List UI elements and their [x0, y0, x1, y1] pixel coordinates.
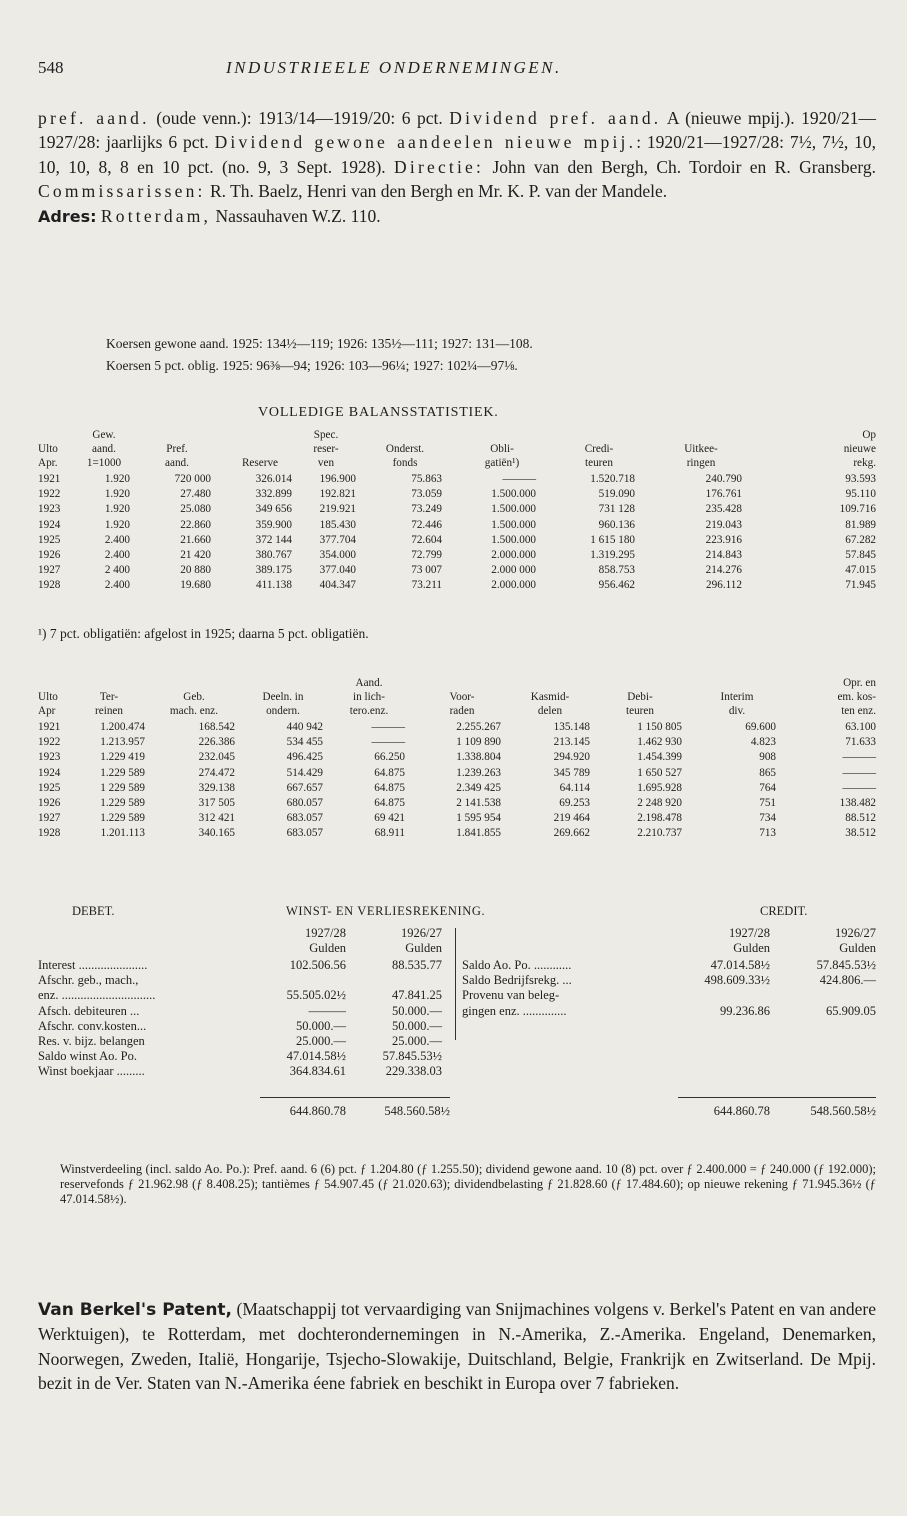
credit-item-label: Saldo Bedrijfsrekg. ...: [462, 973, 572, 988]
credit-total: 644.860.78: [713, 1104, 770, 1118]
table-cell: 57.845: [845, 549, 876, 561]
table-cell: 213.145: [553, 736, 590, 749]
column-header: Gew.: [92, 429, 116, 441]
column-header: mach. enz.: [169, 705, 219, 717]
table-cell: 1 229 589: [100, 781, 145, 794]
credit-year-col: 1927/28: [729, 926, 770, 940]
table-cell: 1.695.928: [637, 781, 682, 794]
debet-item-value: 50.000.—: [392, 1003, 442, 1018]
debet-item-label: Res. v. bijz. belangen: [38, 1034, 145, 1048]
debet-item-label: Afschr. conv.kosten...: [38, 1018, 147, 1033]
table-cell: 67.282: [845, 533, 876, 546]
table-cell: 317 505: [198, 797, 235, 809]
table-cell: 534 455: [286, 736, 323, 749]
commissarissen-text: R. Th. Baelz, Henri van den Bergh en Mr. K. P. van der Mandele.: [209, 181, 668, 202]
table-cell: 1.229 419: [100, 751, 145, 764]
adres-label: Adres:: [38, 206, 97, 226]
table-cell: 332.899: [255, 488, 292, 501]
column-header: tero.enz.: [349, 705, 389, 717]
debet-item-value: 47.014.58½: [286, 1049, 346, 1064]
table-cell: 274.472: [198, 766, 235, 779]
column-header: teuren: [585, 457, 613, 469]
column-header: gatiën¹): [484, 457, 520, 469]
debet-total: 548.560.58½: [384, 1104, 450, 1118]
table-cell: 1.462 930: [637, 736, 682, 749]
table-cell: 908: [759, 751, 776, 764]
table-cell: 2.000.000: [491, 549, 536, 561]
balans-footnote: ¹) 7 pct. obligatiën: afgelost in 1925; daarna 5 pct. obligatiën.: [38, 626, 369, 641]
column-header: Ulto: [38, 691, 58, 703]
table-cell: 667.657: [286, 781, 323, 794]
table-cell: 1 650 527: [637, 766, 682, 779]
table-cell: 63.100: [845, 721, 876, 733]
table-cell: 683.057: [286, 827, 323, 840]
table-cell: 1925: [38, 781, 61, 794]
table-cell: 1.520.718: [590, 473, 635, 485]
table-cell: 312 421: [198, 812, 235, 825]
column-header: Apr.: [38, 457, 58, 469]
table-cell: 2.349 425: [456, 781, 501, 794]
column-header: Voor-: [449, 691, 475, 703]
table-cell: 73.249: [411, 503, 442, 516]
debet-item-value: 50.000.—: [296, 1018, 346, 1033]
table-cell: 865: [759, 766, 776, 779]
table-cell: 219.043: [705, 518, 742, 531]
table-cell: 329.138: [198, 781, 235, 794]
column-header: Apr: [38, 705, 56, 717]
credit-heading: CREDIT.: [760, 904, 808, 918]
column-header: Ulto: [38, 443, 58, 455]
column-header: Credi-: [584, 443, 614, 455]
table-cell: 1925: [38, 533, 61, 546]
credit-item-value: 99.236.86: [720, 1003, 770, 1018]
column-header: Deeln. in: [262, 691, 304, 703]
table-cell: 1926: [38, 797, 61, 809]
directie-text: John van den Bergh, Ch. Tordoir en R. Gransberg.: [492, 156, 877, 177]
table-cell: 72.446: [411, 518, 442, 531]
table-cell: 73 007: [411, 564, 442, 577]
column-header: nieuwe: [843, 443, 876, 455]
table-cell: 1.229 589: [100, 766, 145, 779]
table-cell: 1927: [38, 564, 61, 577]
table-cell: 240.790: [705, 473, 742, 485]
table-cell: 109.716: [839, 503, 876, 516]
column-header: teuren: [626, 705, 654, 717]
table-cell: 377.040: [319, 564, 356, 577]
table-cell: 380.767: [255, 549, 292, 561]
table-cell: 214.843: [705, 549, 742, 561]
table-cell: 71.633: [845, 736, 876, 749]
berkel-label: Van Berkel's Patent,: [38, 1300, 233, 1320]
table-cell: 69.253: [559, 797, 590, 809]
debet-unit-col: Gulden: [309, 941, 346, 955]
table-cell: 1.920: [104, 503, 130, 516]
column-header: ten enz.: [841, 705, 876, 717]
running-title: INDUSTRIEELE ONDERNEMINGEN.: [226, 58, 562, 77]
activa-table: [38, 676, 876, 871]
table-cell: 25.080: [180, 503, 211, 516]
koersen-gewone: Koersen gewone aand. 1925: 134½—119; 1926: 135½—111; 1927: 131—108.: [106, 336, 533, 351]
table-cell: ———: [502, 473, 536, 485]
table-cell: 38.512: [845, 827, 876, 840]
table-cell: 95.110: [845, 488, 876, 501]
table-cell: 2 141.538: [456, 797, 501, 809]
table-cell: 1922: [38, 736, 61, 749]
credit-unit-col: Gulden: [733, 941, 770, 955]
table-cell: 751: [759, 797, 776, 809]
table-cell: 1 150 805: [637, 721, 682, 733]
table-cell: 64.875: [374, 781, 405, 794]
dividend-pref-text: (oude venn.): 1913/14—1919/20: 6 pct.: [156, 108, 443, 128]
table-cell: 1924: [38, 766, 61, 779]
table-cell: 1.920: [104, 473, 130, 485]
column-header: Onderst.: [385, 443, 425, 455]
table-cell: 1.213.957: [100, 736, 145, 749]
table-cell: 1.500.000: [491, 503, 536, 516]
company-intro: [38, 106, 876, 229]
table-cell: 1928: [38, 827, 61, 840]
table-cell: 185.430: [319, 518, 356, 531]
debet-item-value: 50.000.—: [392, 1018, 442, 1033]
table-cell: 69 421: [374, 812, 405, 825]
column-header: reinen: [95, 705, 123, 717]
column-header: ven: [317, 457, 335, 469]
table-cell: 66.250: [374, 751, 405, 764]
table-cell: 93.593: [845, 473, 876, 485]
debet-item-label: Saldo winst Ao. Po.: [38, 1049, 137, 1064]
table-cell: ———: [371, 736, 405, 749]
table-cell: 440 942: [286, 721, 323, 733]
table-cell: 64.875: [374, 766, 405, 779]
berkel-entry: [38, 1297, 876, 1396]
table-cell: 496.425: [286, 751, 323, 764]
credit-item-label: Provenu van beleg-: [462, 988, 560, 1003]
winstverdeeling: Winstverdeeling (incl. saldo Ao. Po.): Pref. aand. 6 (6) pct. ƒ 1.204.80 (ƒ 1.255.50); dividend gewone aand. 10 (8) pct. over ƒ 2.400.000 = ƒ 240.000 (ƒ 192.000); reservefonds ƒ 21.962.98 (ƒ 8.408.25); tantièmes ƒ 54.907.45 (ƒ 21.020.63); dividendbelasting ƒ 21.828.60 (ƒ 17.484.60); op nieuwe rekening ƒ 71.945.36½ (ƒ 47.014.58½).: [60, 1162, 876, 1206]
debet-item-value: 102.506.56: [289, 958, 346, 972]
table-cell: 294.920: [553, 751, 590, 764]
column-header: in lich-: [352, 691, 385, 703]
debet-total: 644.860.78: [289, 1104, 346, 1118]
table-cell: 734: [759, 812, 776, 825]
debet-year-col: 1927/28: [305, 926, 346, 940]
debet-item-value: ———: [308, 1003, 346, 1018]
table-cell: 377.704: [319, 533, 356, 546]
table-cell: ———: [842, 766, 876, 779]
table-cell: 214.276: [705, 564, 742, 577]
table-cell: 1.200.474: [100, 721, 145, 733]
dividend-gewone-text: : 1920/21—1927/28: 7½, 7½, 10, 10, 10, 8, 8 en 10 pct. (no. 9, 3 Sept. 1928).: [38, 132, 876, 177]
balans-table: [38, 428, 876, 623]
table-cell: 75.863: [411, 473, 442, 485]
table-cell: ———: [842, 781, 876, 794]
table-cell: 764: [759, 781, 776, 794]
column-header: fonds: [392, 457, 418, 469]
table-cell: 235.428: [705, 503, 742, 516]
table-cell: 1926: [38, 549, 61, 561]
column-header: Obli-: [490, 443, 514, 455]
debet-year-col: 1926/27: [401, 926, 442, 940]
adres-street: Nassauhaven W.Z. 110.: [215, 205, 381, 226]
table-cell: 27.480: [180, 488, 211, 501]
table-cell: 81.989: [845, 518, 876, 531]
table-cell: 72.799: [411, 549, 442, 561]
table-cell: 519.090: [598, 488, 635, 501]
table-cell: ———: [371, 721, 405, 733]
column-header: rekg.: [853, 457, 876, 469]
table-cell: 296.112: [706, 579, 742, 592]
credit-item-label: Saldo Ao. Po. ............: [462, 958, 572, 972]
table-cell: 1923: [38, 503, 61, 516]
table-cell: 372 144: [255, 533, 292, 546]
debet-item-value: 88.535.77: [392, 958, 442, 972]
berkel-text: (Maatschappij tot vervaardiging van Snijmachines volgens v. Berkel's Patent en van andere Werktuigen), te Rotterdam, met dochterondernemingen in N.-Amerika, Z.-Amerika. Engeland, Denemarken, Noorwegen, Zweden, Italië, Hongarije, Tsjecho-Slowakije, Duitschland, Belgie, Frankrijk en Zwitserland. De Mpij. bezit in de Ver. Staten van N.-Amerika éene fabriek en beschikt in Europa over 7 fabrieken.: [38, 1299, 877, 1394]
table-cell: 404.347: [319, 579, 356, 592]
table-cell: 135.148: [553, 721, 590, 733]
koersen-oblig: Koersen 5 pct. oblig. 1925: 96⅜—94; 1926: 103—96¼; 1927: 102¼—97⅛.: [106, 358, 518, 373]
table-cell: 354.000: [319, 549, 356, 561]
table-cell: 2.400: [104, 579, 130, 592]
dividend-pref-a-label: Dividend pref. aand.: [449, 108, 662, 128]
column-header: Interim: [720, 691, 754, 703]
column-header: Reserve: [241, 457, 279, 469]
column-header: Opr. en: [843, 677, 876, 689]
table-cell: 1.500.000: [491, 488, 536, 501]
credit-total: 548.560.58½: [810, 1104, 876, 1118]
table-cell: 960.136: [598, 518, 635, 531]
table-cell: 232.045: [198, 751, 235, 764]
debet-item-value: 229.338.03: [385, 1064, 442, 1079]
table-cell: 1927: [38, 812, 61, 825]
debet-item-value: 57.845.53½: [382, 1049, 442, 1064]
credit-item-label: gingen enz. ..............: [462, 1003, 567, 1018]
column-header: Spec.: [313, 429, 339, 441]
table-cell: 956.462: [598, 579, 635, 592]
column-header: Kasmid-: [530, 691, 570, 703]
column-header: div.: [728, 705, 746, 717]
table-cell: 1923: [38, 751, 61, 764]
debet-item-label: Winst boekjaar .........: [38, 1064, 145, 1079]
table-cell: 176.761: [705, 488, 742, 501]
column-header: ringen: [686, 457, 716, 469]
credit-year-col: 1926/27: [835, 926, 876, 940]
table-cell: 2.000.000: [491, 579, 536, 592]
table-cell: 1.500.000: [491, 533, 536, 546]
column-header: delen: [537, 705, 563, 717]
column-header: reser-: [313, 443, 339, 455]
table-cell: 69.600: [745, 721, 776, 733]
table-cell: 731 128: [598, 503, 635, 516]
table-cell: 1.319.295: [590, 549, 635, 561]
wv-title: WINST- EN VERLIESREKENING.: [286, 904, 486, 918]
table-cell: 340.165: [198, 827, 235, 840]
table-cell: 411.138: [256, 579, 292, 592]
table-cell: 21.660: [180, 533, 211, 546]
column-header: ondern.: [266, 705, 300, 717]
debet-item-value: 55.505.02½: [286, 988, 346, 1003]
table-cell: 1921: [38, 721, 61, 733]
table-cell: 680.057: [286, 797, 323, 809]
credit-unit-col: Gulden: [839, 941, 876, 955]
table-cell: 192.821: [319, 488, 356, 501]
page-number: 548: [38, 58, 64, 77]
table-cell: 1921: [38, 473, 61, 485]
directie-label: Directie:: [394, 156, 485, 177]
table-cell: 47.015: [845, 564, 876, 577]
table-cell: ———: [842, 751, 876, 764]
table-cell: 1.841.855: [456, 827, 501, 840]
table-cell: 2.210.737: [637, 827, 682, 840]
table-cell: 683.057: [286, 812, 323, 825]
table-cell: 713: [759, 827, 776, 840]
table-cell: 1 615 180: [590, 533, 635, 546]
table-cell: 2.400: [104, 549, 130, 561]
table-cell: 1.920: [104, 518, 130, 531]
table-cell: 2.000 000: [491, 564, 536, 577]
credit-total-rule: [678, 1097, 876, 1098]
table-cell: 2 400: [104, 564, 130, 577]
table-cell: 64.875: [374, 797, 405, 809]
table-cell: 71.945: [845, 579, 876, 592]
table-cell: 4.823: [750, 736, 776, 749]
winst-verlies-rekening: [38, 904, 876, 1124]
table-cell: 138.482: [839, 797, 876, 809]
table-cell: 349 656: [255, 503, 292, 516]
table-cell: 1.239.263: [456, 766, 501, 779]
commissarissen-label: Commissarissen:: [38, 181, 206, 202]
table-cell: 1.229 589: [100, 797, 145, 809]
table-cell: 2.255.267: [456, 721, 501, 733]
table-cell: 168.542: [198, 721, 235, 733]
table-cell: 326.014: [255, 473, 292, 485]
table-cell: 19.680: [180, 579, 211, 592]
table-cell: 219.921: [319, 503, 356, 516]
table-cell: 1.201.113: [100, 827, 145, 840]
table-cell: 720 000: [174, 473, 211, 485]
column-header: em. kos-: [837, 691, 876, 703]
table-cell: 219 464: [553, 812, 590, 825]
page-header: [38, 58, 876, 82]
table-cell: 2 248 920: [637, 797, 682, 809]
table-cell: 88.512: [845, 812, 876, 825]
balans-title: VOLLEDIGE BALANSSTATISTIEK.: [258, 405, 499, 420]
column-header: 1=1000: [86, 457, 122, 469]
table-cell: 226.386: [198, 736, 235, 749]
table-cell: 1.500.000: [491, 518, 536, 531]
table-cell: 2.198.478: [637, 812, 682, 825]
debet-item-value: 47.841.25: [392, 988, 442, 1003]
debet-item-label: Interest ......................: [38, 958, 148, 972]
column-header: aand.: [165, 457, 189, 469]
table-cell: 196.900: [319, 473, 356, 485]
column-header: Aand.: [355, 677, 383, 689]
dividend-pref-a-text: A (nieuwe mpij.). 1920/21—1927/28: jaarlijks 6 pct.: [38, 108, 876, 153]
debet-heading: DEBET.: [72, 904, 115, 918]
column-header: aand.: [92, 443, 116, 455]
debet-item-label: Afsch. debiteuren ...: [38, 1003, 140, 1018]
credit-item-value: 424.806.—: [819, 973, 876, 988]
table-cell: 1.229 589: [100, 812, 145, 825]
column-header: Geb.: [183, 691, 205, 703]
table-cell: 1924: [38, 518, 61, 531]
column-header: Debi-: [627, 691, 653, 703]
credit-item-value: 65.909.05: [826, 1003, 876, 1018]
koersen-block: [106, 333, 533, 377]
table-cell: 1922: [38, 488, 61, 501]
table-cell: 20 880: [180, 564, 211, 577]
debet-item-value: 364.834.61: [289, 1064, 346, 1079]
table-cell: 73.059: [411, 488, 442, 501]
debet-item-value: 25.000.—: [392, 1034, 442, 1048]
table-cell: 858.753: [598, 564, 635, 577]
column-header: Ter-: [99, 691, 119, 703]
debet-item-label: Afschr. geb., mach.,: [38, 973, 139, 988]
table-cell: 2.400: [104, 533, 130, 546]
table-cell: 1 595 954: [456, 812, 501, 825]
table-cell: 73.211: [411, 579, 442, 592]
table-cell: 1.920: [104, 488, 130, 501]
table-cell: 269.662: [553, 827, 590, 840]
table-cell: 22.860: [180, 518, 211, 531]
column-header: Uitkee-: [684, 443, 718, 455]
table-cell: 1928: [38, 579, 61, 592]
table-cell: 21 420: [180, 549, 211, 561]
debet-total-rule: [260, 1097, 450, 1098]
table-cell: 389.175: [255, 564, 292, 577]
table-cell: 359.900: [255, 518, 292, 531]
table-cell: 64.114: [559, 781, 590, 794]
table-cell: 1 109 890: [456, 736, 501, 749]
credit-item-value: 498.609.33½: [704, 973, 770, 988]
column-header: raden: [449, 705, 475, 717]
debet-item-label: enz. ..............................: [38, 988, 156, 1003]
debet-item-value: 25.000.—: [296, 1034, 346, 1048]
table-cell: 514.429: [286, 766, 323, 779]
table-cell: 1.338.804: [456, 751, 501, 764]
credit-item-value: 47.014.58½: [710, 958, 770, 972]
table-cell: 223.916: [705, 533, 742, 546]
credit-item-value: 57.845.53½: [816, 958, 876, 972]
table-cell: 1.454.399: [637, 751, 682, 764]
column-header: Pref.: [166, 443, 188, 455]
table-cell: 345 789: [553, 766, 590, 779]
table-cell: 68.911: [374, 827, 405, 840]
wv-divider: [455, 928, 456, 1040]
dividend-gewone-label: Dividend gewone aandeelen nieuwe mpij.: [214, 132, 637, 153]
debet-unit-col: Gulden: [405, 941, 442, 955]
dividend-pref-label: pref. aand.: [38, 108, 150, 128]
table-cell: 72.604: [411, 533, 442, 546]
adres-city: Rotterdam,: [100, 205, 212, 226]
column-header: Op: [862, 429, 876, 441]
